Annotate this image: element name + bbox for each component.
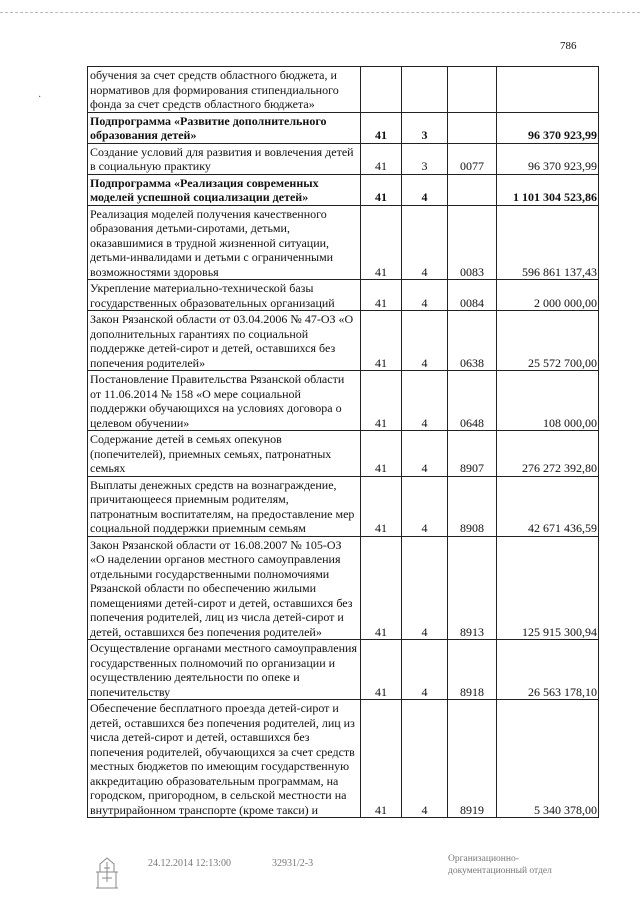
table-row (88, 536, 599, 640)
footer-org (448, 853, 552, 877)
row-name: Реализация моделей получения качественного образования детьми-сиротами, детьми, оказавшимися в трудной жизненной ситуации, детьми-инвалидами и детьми с ограниченными возможностями здоровья (88, 205, 361, 280)
row-amount: 1 101 304 523,86 (497, 174, 599, 205)
row-amount (497, 67, 599, 113)
row-code-3: 8908 (448, 476, 497, 536)
scan-top-edge (0, 12, 640, 15)
row-code-2: 3 (402, 143, 448, 174)
row-code-1: 41 (361, 640, 402, 700)
table-row (88, 700, 599, 818)
row-code-3 (448, 112, 497, 143)
row-name: Создание условий для развития и вовлечения детей в социальную практику (88, 143, 361, 174)
row-code-2: 4 (402, 536, 448, 640)
row-amount: 96 370 923,99 (497, 112, 599, 143)
row-code-2: 4 (402, 476, 448, 536)
row-code-3: 8918 (448, 640, 497, 700)
row-amount: 108 000,00 (497, 371, 599, 431)
row-code-1: 41 (361, 431, 402, 477)
row-code-1: 41 (361, 371, 402, 431)
row-amount: 125 915 300,94 (497, 536, 599, 640)
row-code-2: 4 (402, 174, 448, 205)
row-name: Укрепление материально-технической базы государственных образовательных организаций (88, 280, 361, 311)
row-code-3: 8907 (448, 431, 497, 477)
row-code-2: 4 (402, 640, 448, 700)
row-code-2: 4 (402, 311, 448, 371)
row-code-3: 0077 (448, 143, 497, 174)
budget-table-body (88, 67, 599, 818)
row-code-1: 41 (361, 536, 402, 640)
row-name: Обеспечение бесплатного проезда детей-сирот и детей, оставшихся без попечения родителей, лиц из числа детей-сирот и детей, оставшихся без попечения родителей, обучающихся за счет средств местных бюджетов по имеющим государственную аккредитацию образовательным программам, на городском, пригородном, в сельской местности на внутрирайонном транспорте (кроме такси) и (88, 700, 361, 818)
row-code-3: 0638 (448, 311, 497, 371)
budget-table (87, 66, 599, 818)
row-name: Подпрограмма «Развитие дополнительного образования детей» (88, 112, 361, 143)
row-code-3 (448, 174, 497, 205)
row-name: обучения за счет средств областного бюджета, и нормативов для формирования стипендиального фонда за счет средств областного бюджета» (88, 67, 361, 113)
row-name: Выплаты денежных средств на вознаграждение, причитающееся приемным родителям, патронатным воспитателям, на предоставление мер социальной поддержки приемным семьям (88, 476, 361, 536)
row-code-2: 4 (402, 371, 448, 431)
row-code-1: 41 (361, 112, 402, 143)
row-code-1: 41 (361, 476, 402, 536)
row-code-2: 4 (402, 431, 448, 477)
row-name: Содержание детей в семьях опекунов (попечителей), приемных семьях, патронатных семьях (88, 431, 361, 477)
row-code-3: 8919 (448, 700, 497, 818)
row-code-2: 3 (402, 112, 448, 143)
row-name: Закон Рязанской области от 03.04.2006 № 47-ОЗ «О дополнительных гарантиях по социальной поддержке детей-сирот и детей, оставшихся без попечения родителей» (88, 311, 361, 371)
row-name: Закон Рязанской области от 16.08.2007 № 105-ОЗ «О наделении органов местного самоуправления отдельными государственными полномочиями Рязанской области по обеспечению жилыми помещениями детей-сирот и детей, оставшихся без попечения родителей, лиц из числа детей-сирот и детей, оставшихся без попечения родителей» (88, 536, 361, 640)
margin-mark: · (38, 92, 42, 103)
row-code-1: 41 (361, 280, 402, 311)
table-row (88, 205, 599, 280)
row-code-3: 8913 (448, 536, 497, 640)
row-amount: 276 272 392,80 (497, 431, 599, 477)
row-amount: 596 861 137,43 (497, 205, 599, 280)
coat-of-arms-icon (92, 852, 122, 892)
row-code-3: 0084 (448, 280, 497, 311)
row-name: Подпрограмма «Реализация современных моделей успешной социализации детей» (88, 174, 361, 205)
row-code-2: 4 (402, 700, 448, 818)
row-code-2: 4 (402, 280, 448, 311)
row-amount: 42 671 436,59 (497, 476, 599, 536)
row-code-3: 0648 (448, 371, 497, 431)
row-amount: 5 340 378,00 (497, 700, 599, 818)
row-name: Осуществление органами местного самоуправления государственных полномочий по организации и осуществлению деятельности по опеке и попечительству (88, 640, 361, 700)
row-name: Постановление Правительства Рязанской области от 11.06.2014 № 158 «О мере социальной поддержки обучающихся на условиях договора о целевом обучении» (88, 371, 361, 431)
row-code-3 (448, 67, 497, 113)
table-row (88, 280, 599, 311)
row-code-1: 41 (361, 311, 402, 371)
table-row (88, 431, 599, 477)
table-row (88, 174, 599, 205)
table-row (88, 67, 599, 113)
row-code-1: 41 (361, 205, 402, 280)
table-row (88, 371, 599, 431)
row-code-3: 0083 (448, 205, 497, 280)
row-amount: 26 563 178,10 (497, 640, 599, 700)
row-code-1: 41 (361, 174, 402, 205)
footer-org-line2: документационный отдел (448, 866, 552, 876)
row-code-2: 4 (402, 205, 448, 280)
footer-code: 32931/2-3 (272, 858, 314, 869)
table-row (88, 112, 599, 143)
row-code-1: 41 (361, 143, 402, 174)
row-code-1 (361, 67, 402, 113)
row-code-2 (402, 67, 448, 113)
row-amount: 25 572 700,00 (497, 311, 599, 371)
table-row (88, 143, 599, 174)
table-row (88, 476, 599, 536)
row-code-1: 41 (361, 700, 402, 818)
table-row (88, 311, 599, 371)
footer-date: 24.12.2014 12:13:00 (148, 858, 232, 869)
table-row (88, 640, 599, 700)
footer-org-line1: Организационно- (448, 854, 519, 864)
page-number: 786 (560, 40, 577, 52)
row-amount: 2 000 000,00 (497, 280, 599, 311)
row-amount: 96 370 923,99 (497, 143, 599, 174)
